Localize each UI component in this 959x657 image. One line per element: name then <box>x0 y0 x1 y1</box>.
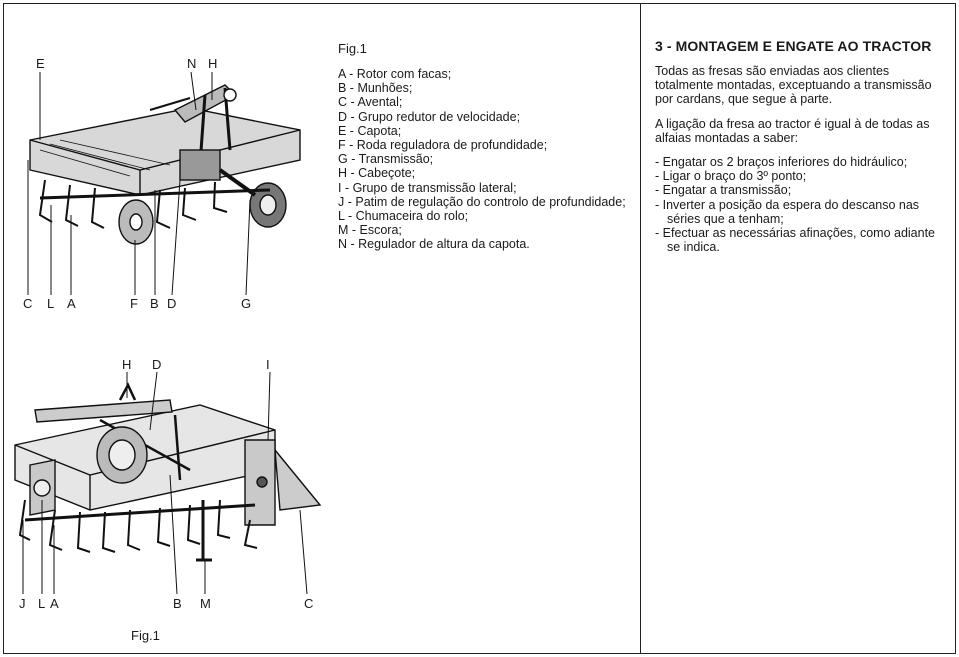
assembly-section <box>655 38 947 254</box>
legend-item: J - Patim de regulação do controlo de profundidade; <box>338 194 626 209</box>
callout-g: G <box>241 296 252 311</box>
callout-d: D <box>167 296 177 311</box>
legend-item: C - Avental; <box>338 95 403 110</box>
step-item: - Engatar a transmissão; <box>655 183 792 198</box>
legend-item: E - Capota; <box>338 123 402 138</box>
legend-item: F - Roda reguladora de profundidade; <box>338 138 548 153</box>
callout-d-bottom: D <box>152 357 162 372</box>
callout-b: B <box>150 296 159 311</box>
legend-item: D - Grupo redutor de velocidade; <box>338 109 521 124</box>
legend-item: I - Grupo de transmissão lateral; <box>338 180 517 195</box>
paragraph-delivery: Todas as fresas são enviadas aos clientes totalmente montadas, exceptuando a transmissão por cardans, que segue à parte. <box>655 64 932 107</box>
legend-item: L - Chumaceira do rolo; <box>338 209 469 224</box>
callout-i-bottom: I <box>266 357 270 372</box>
callout-a-bottom: A <box>50 596 59 611</box>
callout-n: N <box>187 56 197 71</box>
legend-item: M - Escora; <box>338 223 402 238</box>
legend-item: G - Transmissão; <box>338 152 434 167</box>
callout-m-bottom: M <box>200 596 211 611</box>
legend-item: N - Regulador de altura da capota. <box>338 237 530 252</box>
step-item: - Inverter a posição da espera do descanso nas séries que a tenham; <box>655 197 920 226</box>
figure-caption-top: Fig.1 <box>338 41 367 56</box>
callout-l: L <box>47 296 55 311</box>
callout-c: C <box>23 296 33 311</box>
legend-item: H - Cabeçote; <box>338 166 416 181</box>
step-item: - Ligar o braço do 3º ponto; <box>655 169 807 184</box>
callout-h-bottom: H <box>122 357 132 372</box>
callout-l-bottom: L <box>38 596 46 611</box>
paragraph-connection: A ligação da fresa ao tractor é igual à de todas as alfaias montadas a saber: <box>655 116 930 145</box>
section-heading: 3 - MONTAGEM E ENGATE AO TRACTOR <box>655 38 932 54</box>
rotary-tiller-illustration-bottom <box>0 0 335 600</box>
callout-a: A <box>67 296 76 311</box>
callout-b-bottom: B <box>173 596 182 611</box>
parts-legend <box>338 67 626 252</box>
callout-h: H <box>208 56 218 71</box>
step-item: - Efectuar as necessárias afinações, como adiante se indica. <box>655 226 936 255</box>
legend-item: B - Munhões; <box>338 81 413 96</box>
column-divider <box>640 3 641 654</box>
callout-c-bottom: C <box>304 596 314 611</box>
legend-item: A - Rotor com facas; <box>338 67 452 81</box>
callout-j-bottom: J <box>19 596 26 611</box>
callout-e: E <box>36 56 45 71</box>
callout-f: F <box>130 296 138 311</box>
assembly-steps <box>655 155 947 254</box>
figure-caption-bottom: Fig.1 <box>131 628 160 643</box>
step-item: - Engatar os 2 braços inferiores do hidráulico; <box>655 155 908 170</box>
